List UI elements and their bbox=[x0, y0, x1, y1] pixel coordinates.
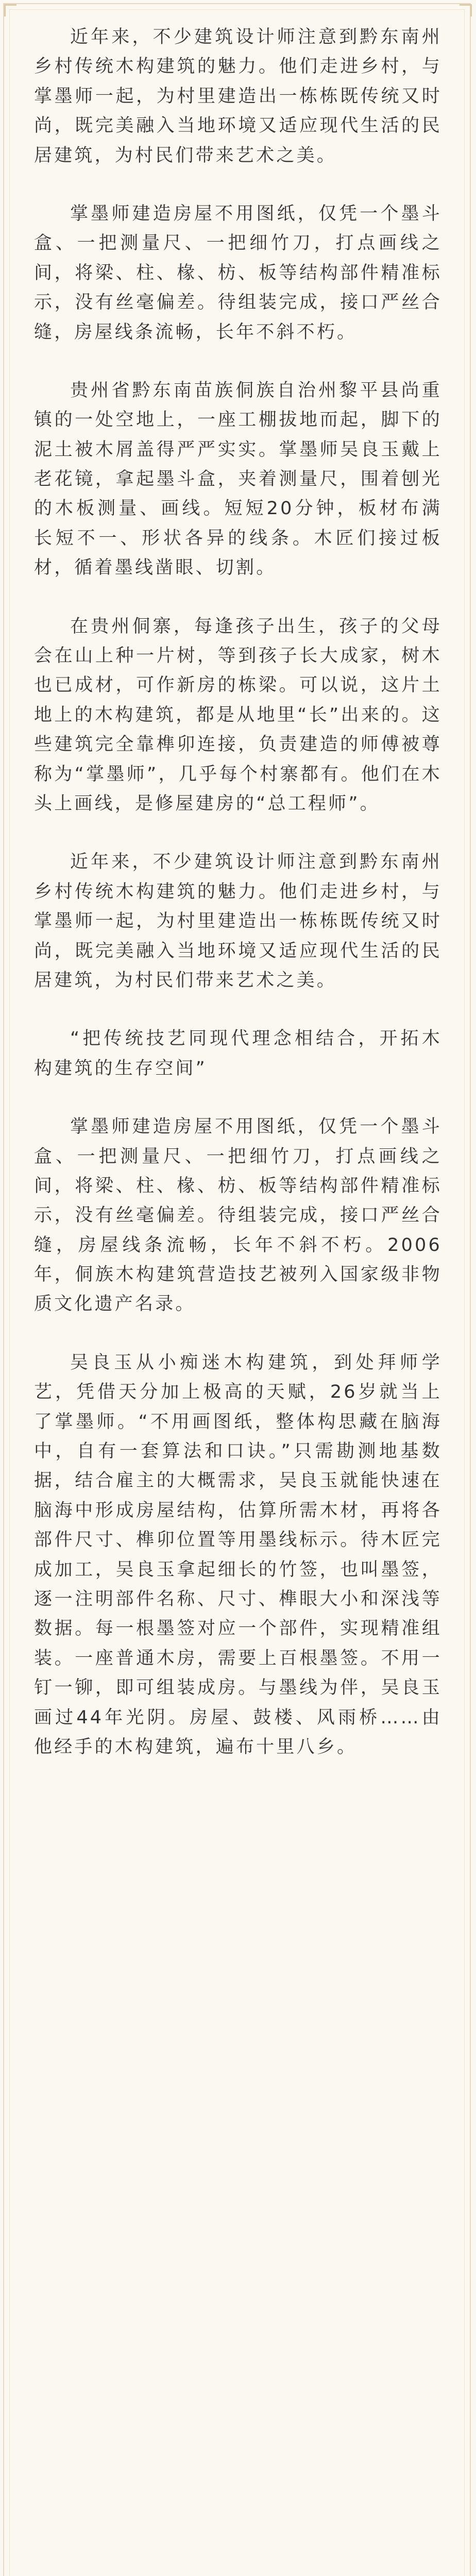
article-subheading-quote: “把传统技艺同现代理念相结合，开拓木构建筑的生存空间” bbox=[34, 1028, 442, 1079]
article-paragraph-4: 在贵州侗寨，每逢孩子出生，孩子的父母会在山上种一片树，等到孩子长大成家，树木也已成材，可作新房的栋梁。可以说，这片土地上的木构建筑，都是从地里“长”出来的。这些建筑完全靠榫卯连接，负责建造的师傅被尊称为“掌墨师”，几乎每个村寨都有。他们在木头上画线，是修屋建房的“总工程师”。 bbox=[34, 616, 442, 814]
article-paragraph-6: 掌墨师建造房屋不用图纸，仅凭一个墨斗盒、一把测量尺、一把细竹刀，打点画线之间，将梁、柱、椽、枋、板等结构部件精准标示，没有丝毫偏差。待组装完成，接口严丝合缝，房屋线条流畅，长年不斜不朽。2006年，侗族木构建筑营造技艺被列入国家级非物质文化遗产名录。 bbox=[34, 1116, 442, 1315]
article-paragraph-7: 吴良玉从小痴迷木构建筑，到处拜师学艺，凭借天分加上极高的天赋，26岁就当上了掌墨师。“不用画图纸，整体构思藏在脑海中，自有一套算法和口诀。”只需勘测地基数据，结合雇主的大概需求，吴良玉就能快速在脑海中形成房屋结构，估算所需木材，再将各部件尺寸、榫卯位置等用墨线标示。待木匠完成加工，吴良玉拿起细长的竹签，也叫墨签，逐一注明部件名称、尺寸、榫眼大小和深浅等数据。每一根墨签对应一个部件，实现精准组装。一座普通木房，需要上百根墨签。不用一钉一铆，即可组装成房。与墨线为伴，吴良玉画过44年光阴。房屋、鼓楼、风雨桥……由他经手的木构建筑，遍布十里八乡。 bbox=[34, 1352, 442, 1757]
corner-ornament-top-right bbox=[460, 4, 472, 16]
corner-ornament-top-left bbox=[4, 4, 16, 16]
article-paragraph-3: 贵州省黔东南苗族侗族自治州黎平县尚重镇的一处空地上，一座工棚拔地而起，脚下的泥土被木屑盖得严严实实。掌墨师吴良玉戴上老花镜，拿起墨斗盒，夹着测量尺，围着刨光的木板测量、画线。短短20分钟，板材布满长短不一、形状各异的线条。木匠们接过板材，循着墨线凿眼、切割。 bbox=[34, 380, 442, 579]
article-paragraph-5: 近年来，不少建筑设计师注意到黔东南州乡村传统木构建筑的魅力。他们走进乡村，与掌墨师一起，为村里建造出一栋栋既传统又时尚，既完美融入当地环境又适应现代生活的民居建筑，为村民们带来艺术之美。 bbox=[34, 852, 442, 991]
article-body bbox=[34, 23, 442, 1791]
article-paragraph-1: 近年来，不少建筑设计师注意到黔东南州乡村传统木构建筑的魅力。他们走进乡村，与掌墨师一起，为村里建造出一栋栋既传统又时尚，既完美融入当地环境又适应现代生活的民居建筑，为村民们带来艺术之美。 bbox=[34, 27, 442, 166]
article-paragraph-2: 掌墨师建造房屋不用图纸，仅凭一个墨斗盒、一把测量尺、一把细竹刀，打点画线之间，将梁、柱、椽、枋、板等结构部件精准标示，没有丝毫偏差。待组装完成，接口严丝合缝，房屋线条流畅，长年不斜不朽。 bbox=[34, 203, 442, 343]
